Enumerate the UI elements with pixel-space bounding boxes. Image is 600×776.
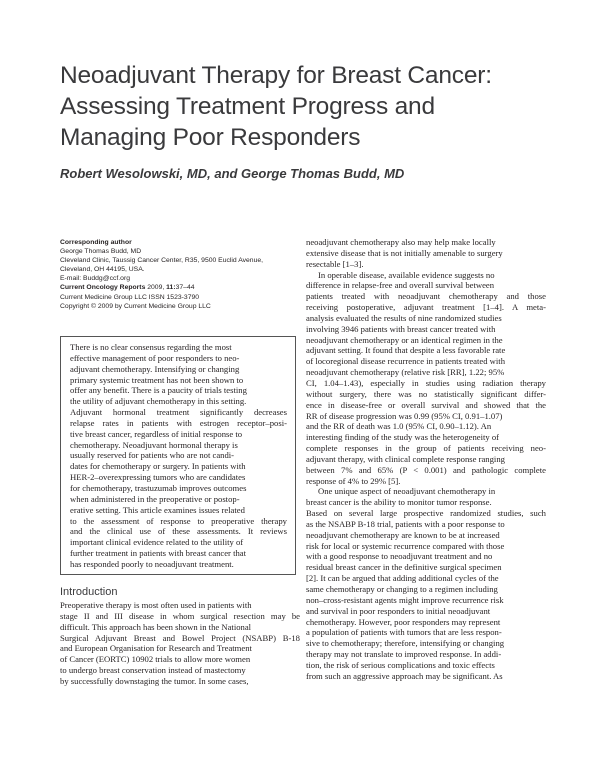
author-list: Robert Wesolowski, MD, and George Thomas Budd, MD xyxy=(60,166,405,181)
right-column-body xyxy=(306,237,546,682)
body-line: to undergo breast conservation instead of mastectomy xyxy=(60,665,246,676)
abstract-line: There is no clear consensus regarding the most xyxy=(70,342,232,352)
body-line: a population of patients with tumors that are less respon- xyxy=(306,627,502,638)
body-line: same chemotherapy or changing to a regimen including xyxy=(306,584,498,594)
corresponding-author-block xyxy=(60,238,300,311)
body-line: neoadjuvant chemotherapy also may help make locally xyxy=(306,237,496,247)
abstract-line: further treatment in patients with breast cancer that xyxy=(70,548,247,559)
journal-pages: 37–44 xyxy=(175,284,195,292)
body-line: Based on several large prospective randomized studies, such xyxy=(306,508,546,519)
abstract-line: chemotherapy. Neoadjuvant hormonal therapy is xyxy=(70,439,238,450)
body-line: and survival in poor responders to initial neoadjuvant xyxy=(306,605,491,616)
body-line: RR of disease progression was 0.99 (95% CI, 0.91–1.07) xyxy=(306,410,503,421)
abstract-line: erative setting. This article examines issues related xyxy=(70,504,245,515)
body-line: patients treated with neoadjuvant chemotherapy and those xyxy=(306,291,546,302)
body-line: as the NSABP B-18 trial, patients with a poor response to xyxy=(306,518,505,529)
corresponding-address-2: Cleveland, OH 44195, USA. xyxy=(60,266,145,274)
journal-volume: 11: xyxy=(166,284,176,292)
journal-name: Current Oncology Reports xyxy=(60,284,146,292)
title-line-3: Managing Poor Responders xyxy=(60,124,361,151)
body-line: residual breast cancer in the definitive surgical specimen xyxy=(306,562,502,573)
body-line: and the RR of death was 1.0 (95% CI, 0.90–1.12). An xyxy=(306,421,492,432)
abstract-line: primary systemic treatment has not been shown to xyxy=(70,374,244,385)
body-line: adjuvant setting. It found that despite a less favorable rate xyxy=(306,345,506,356)
body-line: between 7% and 65% (P < 0.001) and pathologic complete xyxy=(306,464,546,475)
journal-issn: Current Medicine Group LLC ISSN 1523-3790 xyxy=(60,293,200,301)
introduction-body xyxy=(60,600,300,687)
article-title xyxy=(60,60,560,153)
body-line: neoadjuvant chemotherapy or an identical regimen in the xyxy=(306,334,503,345)
body-line: interesting finding of the study was the heterogeneity of xyxy=(306,432,500,443)
body-line: ence in disease-free or overall survival and showed that the xyxy=(306,399,546,410)
body-line: response of 4% to 29% [5]. xyxy=(306,475,401,486)
abstract-line: important clinical evidence related to the utility of xyxy=(70,537,244,548)
body-line: therapy may not translate to improved response. In addi- xyxy=(306,649,502,660)
body-line: neoadjuvant chemotherapy (relative risk [RR], 1.22; 95% xyxy=(306,367,505,378)
abstract-line: tive breast cancer, regardless of initial response to xyxy=(70,428,243,439)
abstract-line: offer any benefit. There is a paucity of trials testing xyxy=(70,385,247,396)
abstract-line: and the clinical use of these assessments. It reviews xyxy=(70,526,287,537)
body-line: [2]. It can be argued that adding additional cycles of the xyxy=(306,573,499,584)
copyright-line: Copyright © 2009 by Current Medicine Group LLC xyxy=(60,302,211,310)
body-line: of locoregional disease recurrence in patients treated with xyxy=(306,356,506,367)
body-line: analysis evaluated the results of nine randomized studies xyxy=(306,312,502,323)
title-line-2: Assessing Treatment Progress and xyxy=(60,93,435,120)
abstract-line: to the assessment of response to preoperative therapy xyxy=(70,515,287,526)
body-line: neoadjuvant chemotherapy are known to be at increased xyxy=(306,529,500,540)
body-line: without surgery, there was no statistically significant differ- xyxy=(306,388,546,399)
corresponding-heading: Corresponding author xyxy=(60,239,132,246)
body-line: involving 3946 patients with breast cancer treated with xyxy=(306,323,496,334)
body-line: CI, 1.04–1.43), especially in studies using radiation therapy xyxy=(306,377,546,388)
body-line: non–cross-resistant agents might improve recurrence risk xyxy=(306,594,504,605)
body-line: chemotherapy. However, poor responders may represent xyxy=(306,616,501,627)
body-line: resectable [1–3]. xyxy=(306,258,364,269)
abstract-line: HER-2–overexpressing tumors who are candidates xyxy=(70,472,246,483)
title-line-1: Neoadjuvant Therapy for Breast Cancer: xyxy=(60,62,492,89)
abstract-line: usually reserved for patients who are not candi- xyxy=(70,450,235,461)
abstract-line: has responded poorly to neoadjuvant treatment. xyxy=(70,558,234,569)
abstract-line: the utility of adjuvant chemotherapy in this setting. xyxy=(70,396,247,407)
corresponding-address-1: Cleveland Clinic, Taussig Cancer Center, R35, 9500 Euclid Avenue, xyxy=(60,257,264,265)
body-line: In operable disease, available evidence suggests no xyxy=(318,269,495,280)
body-line: One unique aspect of neoadjuvant chemotherapy in xyxy=(318,486,496,497)
introduction-heading: Introduction xyxy=(60,586,118,598)
corresponding-email: E-mail: Buddg@ccf.org xyxy=(60,275,130,283)
body-line: Preoperative therapy is most often used in patients with xyxy=(60,600,252,610)
body-line: risk for local or systemic recurrence compared with those xyxy=(306,540,505,551)
journal-year: 2009, xyxy=(145,284,167,292)
body-line: difference in relapse-free and overall survival between xyxy=(306,280,495,291)
body-line: adjuvant therapy, with clinical complete response ranging xyxy=(306,453,505,464)
abstract-line: dates for chemotherapy or surgery. In patients with xyxy=(70,461,246,472)
abstract-line: effective management of poor responders to neo- xyxy=(70,352,240,363)
abstract-line: when administered in the preoperative or postop- xyxy=(70,493,240,504)
corresponding-name: George Thomas Budd, MD xyxy=(60,248,142,256)
journal-citation xyxy=(60,283,300,292)
abstract-box xyxy=(60,336,296,575)
body-line: stage II and III disease in whom surgical resection may be xyxy=(60,610,300,621)
body-line: and European Organisation for Research and Treatment xyxy=(60,643,252,654)
abstract-line: Adjuvant hormonal treatment significantly decreases xyxy=(70,407,287,418)
body-line: by successfully downstaging the tumor. In some cases, xyxy=(60,675,249,686)
body-line: difficult. This approach has been shown in the National xyxy=(60,621,252,632)
body-line: extensive disease that is not initially amenable to surgery xyxy=(306,247,503,258)
body-line: breast cancer is the ability to monitor tumor response. xyxy=(306,497,492,508)
abstract-line: for chemotherapy, trastuzumab improves outcomes xyxy=(70,482,247,493)
abstract-line: relapse rates in patients with estrogen receptor–posi- xyxy=(70,417,287,428)
abstract-line: adjuvant chemotherapy. Intensifying or changing xyxy=(70,363,240,374)
body-line: complete responses in the group of patients receiving neo- xyxy=(306,443,546,454)
body-line: sive to chemotherapy; therefore, intensifying or changing xyxy=(306,638,505,649)
body-line: with a good response to neoadjuvant treatment and no xyxy=(306,551,493,562)
body-line: of Cancer (EORTC) 10902 trials to allow more women xyxy=(60,654,251,665)
body-line: tion, the risk of serious complications and toxic effects xyxy=(306,659,495,670)
body-line: Surgical Adjuvant Breast and Bowel Project (NSABP) B-18 xyxy=(60,632,300,643)
body-line: receiving postoperative, adjuvant treatment [1–4]. A meta- xyxy=(306,302,546,313)
body-line: from such an aggressive approach may be significant. As xyxy=(306,670,503,681)
